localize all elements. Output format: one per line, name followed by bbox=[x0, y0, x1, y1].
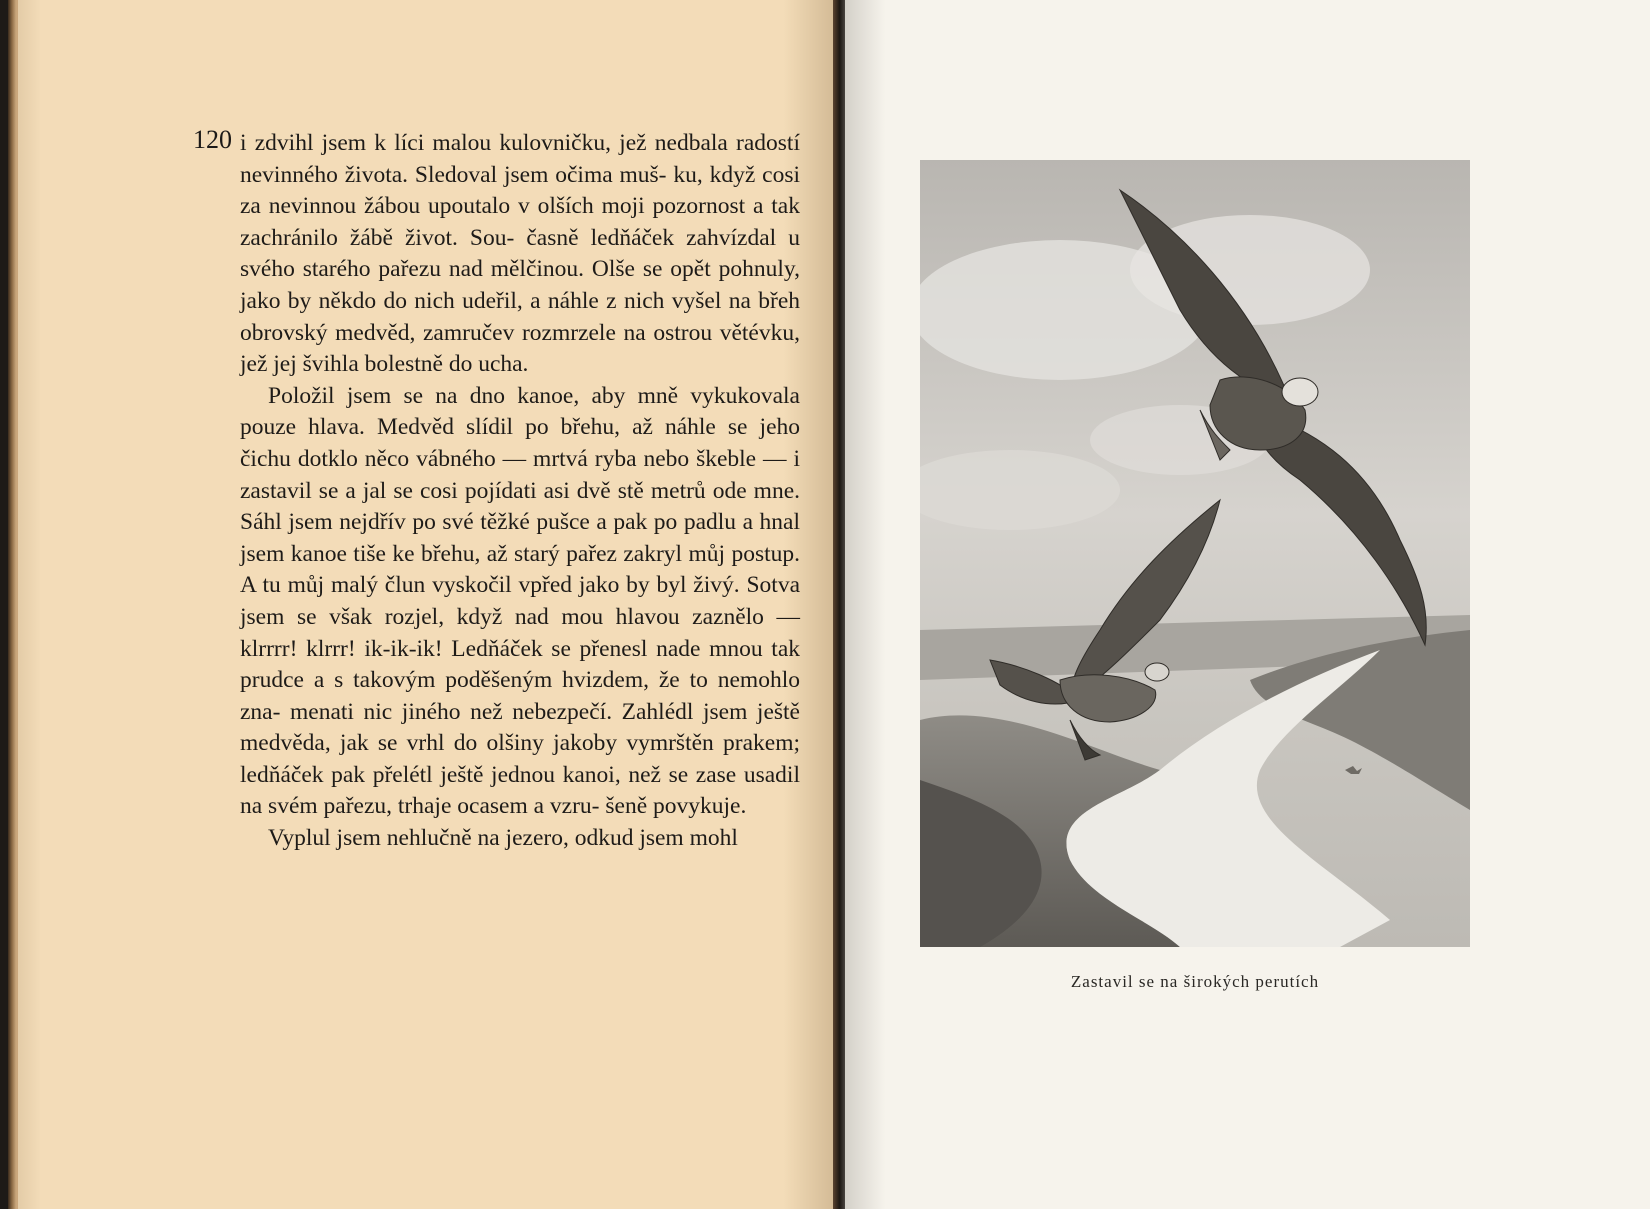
eagles-illustration bbox=[920, 160, 1470, 947]
page-edge bbox=[8, 0, 18, 1209]
left-page bbox=[8, 0, 835, 1209]
body-text bbox=[240, 128, 800, 855]
illustration-caption: Zastavil se na širokých perutích bbox=[1070, 972, 1320, 991]
page-number: 120 bbox=[193, 125, 232, 154]
book-gutter bbox=[833, 0, 845, 1209]
paragraph: i zdvihl jsem k líci malou kulovničku, jež nedbala radostí nevinného života. Sledoval jsem očima muš- ku, když cosi za nevinnou žábou upoutalo v olších moji pozornost a tak zachránilo žábě život. Sou- časně ledňáček zahvízdal u svého starého pařezu nad mělčinou. Olše se opět pohnuly, jako by někdo do nich udeřil, a náhle z nich vyšel na břeh obrovský medvěd, zamručev rozmrzele na ostrou větévku, jež jej švihla bolestně do ucha. bbox=[240, 130, 800, 378]
eagles-picture bbox=[920, 160, 1470, 947]
paragraph: Položil jsem se na dno kanoe, aby mně vykukovala pouze hlava. Medvěd slídil po břehu, až náhle se jeho čichu dotklo něco vábného — mrtvá ryba nebo škeble — i zastavil se a jal se cosi pojídati asi dvě stě metrů ode mne. Sáhl jsem nejdřív po své těžké pušce a pak po padlu a hnal jsem kanoe tiše ke břehu, až starý pařez zakryl můj postup. A tu můj malý člun vyskočil vpřed jako by byl živý. Sotva jsem se však rozjel, když nad mou hlavou zaznělo — klrrrr! klrrr! ik-ik-ik! Ledňáček se přenesl nade mnou tak prudce a s takovým poděšeným hvizdem, že to nemohlo zna- menati nic jiného než nebezpečí. Zahlédl jsem ještě medvěda, jak se vrhl do olšiny jakoby vymrštěn prakem; ledňáček pak přelétl ještě jednou kanoi, než se zase usadil na svém pařezu, trhaje ocasem a vzru- šeně povykuje. bbox=[240, 382, 800, 820]
paragraph: Vyplul jsem nehlučně na jezero, odkud jsem mohl bbox=[268, 825, 738, 852]
